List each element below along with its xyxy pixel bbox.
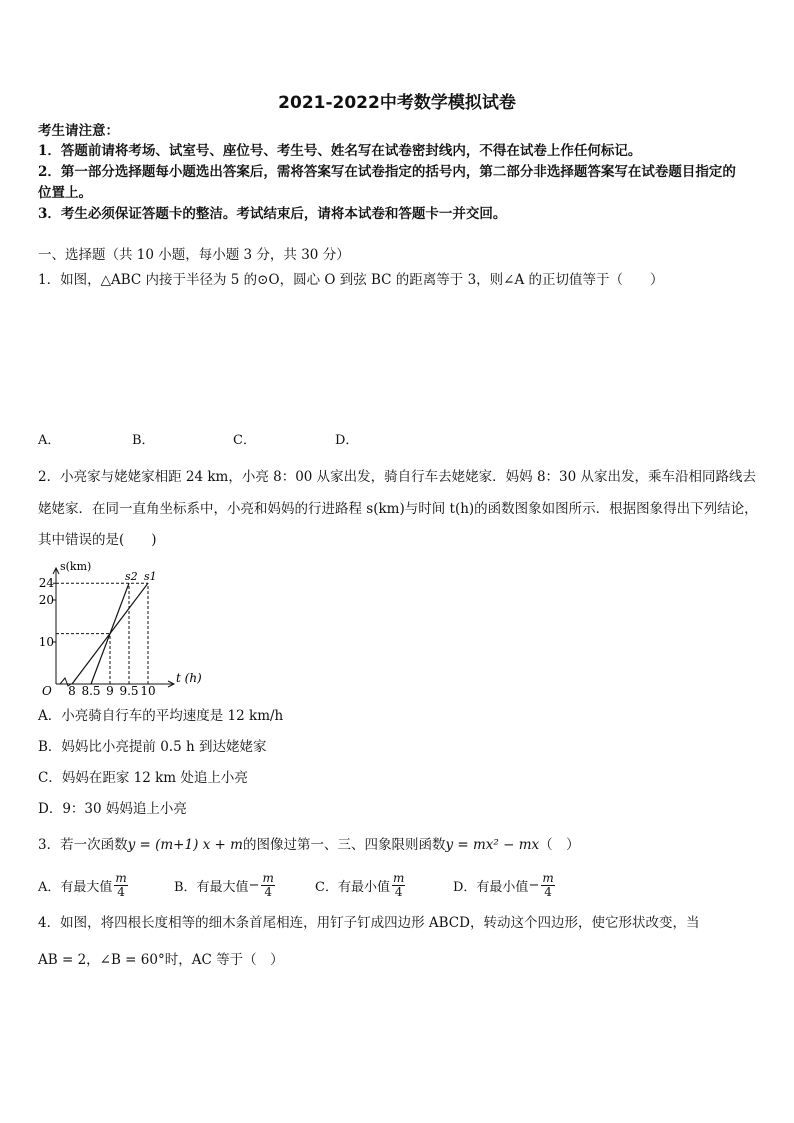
question-3-stem: [38, 835, 580, 855]
origin-label: O: [42, 684, 52, 695]
q3-text-post: （ ）: [539, 837, 580, 853]
page-title: 2021-2022中考数学模拟试卷: [278, 93, 516, 113]
question-2-stem: 其中错误的是( ): [38, 532, 157, 548]
section-heading: 一、选择题（共 10 小题，每小题 3 分，共 30 分）: [38, 247, 350, 263]
chart-text: [39, 560, 202, 695]
option-label: B．有最大值: [174, 880, 249, 895]
question-2-stem: 姥姥家．在同一直角坐标系中，小亮和妈妈的行进路程 s(km)与时间 t(h)的函数图象如图所示．根据图象得出下列结论，: [38, 501, 758, 517]
series-label-s2: s2: [125, 570, 138, 584]
x-tick-label: 8: [68, 684, 76, 695]
fraction: [114, 872, 127, 899]
question-4-stem: 4．如图，将四根长度相等的细木条首尾相连，用钉子钉成四边形 ABCD，转动这个四边形，使它形状改变，当: [38, 915, 700, 931]
y-tick-label: 24: [38, 576, 54, 591]
option-a: [38, 872, 174, 899]
y-axis-label: s(km): [60, 560, 92, 573]
x-tick-label: 10: [140, 684, 156, 695]
fraction: [392, 872, 405, 899]
denominator: 4: [544, 885, 552, 899]
notice-item: 1．答题前请将考场、试室号、座位号、考生号、姓名写在试卷密封线内，不得在试卷上作任何标记。: [38, 143, 642, 159]
option-sign: −: [528, 878, 540, 893]
question-1-stem: 1．如图，△ABC 内接于半径为 5 的⊙O，圆心 O 到弦 BC 的距离等于 3，则∠A 的正切值等于（ ）: [38, 272, 664, 288]
question-2-stem: 2．小亮家与姥姥家相距 24 km，小亮 8：00 从家出发，骑自行车去姥姥家．妈妈 8：30 从家出发，乘车沿相同路线去: [38, 469, 757, 485]
question-2-option-c: C．妈妈在距家 12 km 处追上小亮: [38, 770, 248, 786]
fraction: [261, 872, 274, 899]
question-2-option-b: B．妈妈比小亮提前 0.5 h 到达姥姥家: [38, 739, 267, 755]
option-b: [174, 872, 315, 899]
option-d: [453, 872, 555, 899]
q3-function-1: y = (m+1) x + m: [127, 837, 243, 853]
option-b: B．: [132, 433, 155, 448]
chart-axes: [53, 568, 174, 687]
x-tick-label: 8.5: [81, 684, 101, 695]
notice-item: 2．第一部分选择题每小题选出答案后，需将答案写在试卷指定的括号内，第二部分非选择题答案写在试卷题目指定的: [38, 164, 736, 180]
notice-heading: 考生请注意：: [38, 123, 119, 139]
fraction: [541, 872, 554, 899]
x-axis-label: t (h): [176, 671, 202, 685]
question-1-options: [38, 430, 358, 451]
question-3-options: [38, 872, 555, 899]
q3-function-2: y = mx² − mx: [445, 837, 540, 853]
q3-text-pre: 3．若一次函数: [38, 837, 128, 853]
numerator: m: [542, 871, 554, 885]
series-label-s1: s1: [144, 570, 157, 584]
q3-text-mid: 的图像过第一、三、四象限则函数: [242, 837, 446, 853]
option-label: C．有最小值: [315, 880, 390, 895]
option-c: C．: [233, 433, 256, 448]
option-label: D．有最小值: [453, 880, 529, 895]
denominator: 4: [264, 885, 272, 899]
notice-item: 3．考生必须保证答题卡的整洁。考试结束后，请将本试卷和答题卡一并交回。: [38, 206, 507, 222]
numerator: m: [115, 871, 127, 885]
option-sign: −: [248, 878, 260, 893]
chart-guides: [56, 583, 148, 684]
numerator: m: [262, 871, 274, 885]
question-4-stem: AB = 2，∠B = 60°时，AC 等于（ ）: [38, 952, 284, 968]
y-tick-label: 20: [38, 593, 54, 607]
y-tick-label: 10: [38, 635, 54, 649]
denominator: 4: [117, 885, 125, 899]
notice-item: 位置上。: [38, 185, 92, 201]
option-a: A．: [38, 433, 61, 448]
distance-time-graph: [34, 560, 214, 695]
option-c: [315, 872, 453, 899]
option-label: A．有最大值: [38, 880, 113, 895]
x-tick-label: 9: [106, 684, 114, 695]
question-2-option-d: D．9：30 妈妈追上小亮: [38, 801, 187, 817]
denominator: 4: [394, 885, 403, 899]
x-tick-label: 9.5: [119, 684, 139, 695]
question-2-option-a: A．小亮骑自行车的平均速度是 12 km/h: [38, 708, 284, 724]
option-d: D．: [335, 433, 359, 448]
numerator: m: [392, 871, 405, 885]
